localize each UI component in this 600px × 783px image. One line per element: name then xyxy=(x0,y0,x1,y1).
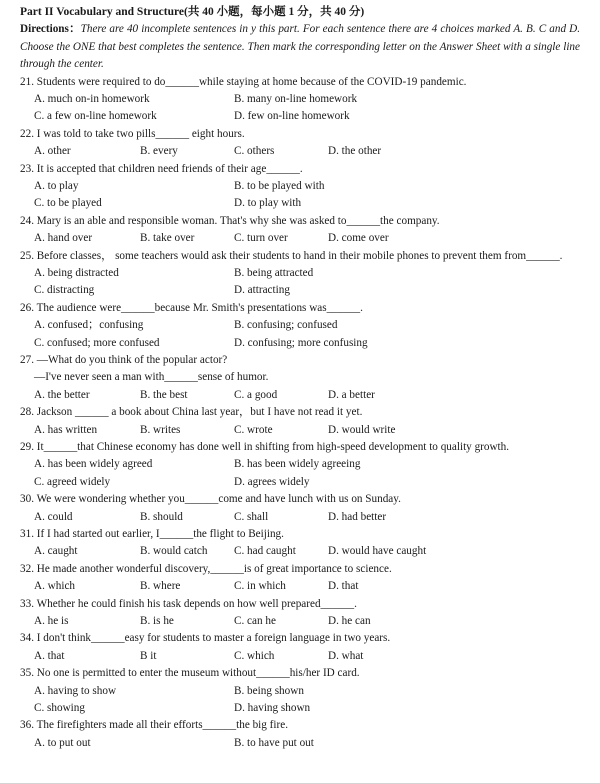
option[interactable]: B. many on-line homework xyxy=(234,93,358,106)
option-row xyxy=(20,683,580,700)
option-row xyxy=(20,648,580,665)
option[interactable]: D. would have caught xyxy=(328,545,427,558)
question-stem: 23. It is accepted that children need friends of their age______. xyxy=(20,162,303,175)
question-stem: 27. —What do you think of the popular actor? xyxy=(20,353,228,366)
option-row xyxy=(20,230,580,247)
option-row xyxy=(20,509,580,526)
option[interactable]: B. to be played with xyxy=(234,180,325,193)
option[interactable]: A. which xyxy=(34,580,76,593)
option[interactable]: B. to have put out xyxy=(234,736,314,749)
question-stem-reply: —I've never seen a man with______sense of humor. xyxy=(34,371,269,384)
section-heading: Part II Vocabulary and Structure(共 40 小题，每小题 1 分，共 40 分) xyxy=(20,6,365,18)
question-stem: 25. Before classes， some teachers would ask their students to hand in their mobile phones to prevent them from______. xyxy=(20,249,563,262)
option[interactable]: A. confused；confusing xyxy=(34,319,144,332)
option[interactable]: B. being shown xyxy=(234,684,304,697)
option-row xyxy=(20,474,580,491)
question-stem: 32. He made another wonderful discovery,______is of great importance to science. xyxy=(20,562,392,575)
option-row xyxy=(20,387,580,404)
option[interactable]: C. shall xyxy=(234,510,269,523)
question-stem: 36. The firefighters made all their efforts______the big fire. xyxy=(20,719,289,732)
option-row xyxy=(20,317,580,334)
option[interactable]: C. confused; more confused xyxy=(34,336,160,349)
directions-text: There are 40 incomplete sentences in y this part. For each sentence there are 4 choices marked A. B. C and D. Choose the ONE that best completes the sentence. Then mark the corresponding letter on the Answer Sheet with a single line through the center. xyxy=(20,23,580,71)
option[interactable]: A. to put out xyxy=(34,736,91,749)
option[interactable]: A. caught xyxy=(34,545,78,558)
option[interactable]: A. has been widely agreed xyxy=(34,458,153,471)
option-row xyxy=(20,195,580,212)
option[interactable]: D. the other xyxy=(328,145,382,158)
question-stem: 31. If I had started out earlier, I______the flight to Beijing. xyxy=(20,527,284,540)
option[interactable]: C. to be played xyxy=(34,197,102,210)
option[interactable]: B. every xyxy=(140,145,178,158)
question-stem: 30. We were wondering whether you______come and have lunch with us on Sunday. xyxy=(20,493,401,506)
option[interactable]: D. would write xyxy=(328,423,396,436)
option[interactable]: C. can he xyxy=(234,614,276,627)
option[interactable]: A. that xyxy=(34,649,65,662)
option-row xyxy=(20,91,580,108)
option-row xyxy=(20,178,580,195)
option-row xyxy=(20,265,580,282)
option-row xyxy=(20,543,580,560)
question-stem: 21. Students were required to do______while staying at home because of the COVID-19 pandemic. xyxy=(20,75,467,88)
option[interactable]: A. to play xyxy=(34,180,79,193)
option[interactable]: B. where xyxy=(140,580,181,593)
option[interactable]: B it xyxy=(140,649,157,662)
option-row xyxy=(20,108,580,125)
option[interactable]: C. showing xyxy=(34,701,85,714)
option-row xyxy=(20,700,580,717)
option[interactable]: D. to play with xyxy=(234,197,302,210)
question-stem: 22. I was told to take two pills______ eight hours. xyxy=(20,127,245,140)
option[interactable]: D. a better xyxy=(328,388,375,401)
option[interactable]: A. the better xyxy=(34,388,90,401)
option-row xyxy=(20,735,580,752)
option[interactable]: A. other xyxy=(34,145,71,158)
question-stem: 26. The audience were______because Mr. Smith's presentations was______. xyxy=(20,301,363,314)
option[interactable]: B. being attracted xyxy=(234,267,314,279)
option[interactable]: B. should xyxy=(140,510,183,523)
option-row xyxy=(20,613,580,630)
option[interactable]: B. has been widely agreeing xyxy=(234,458,361,471)
option[interactable]: D. that xyxy=(328,580,359,593)
option[interactable]: D. what xyxy=(328,649,364,662)
question-stem: 33. Whether he could finish his task depends on how well prepared______. xyxy=(20,597,357,610)
option[interactable]: C. had caught xyxy=(234,545,296,558)
option[interactable]: C. a good xyxy=(234,388,278,401)
option[interactable]: C. agreed widely xyxy=(34,475,111,488)
option[interactable]: A. being distracted xyxy=(34,267,119,279)
option-row xyxy=(20,456,580,473)
option-row xyxy=(20,578,580,595)
question-stem: 28. Jackson ______ a book about China last year，but I have not read it yet. xyxy=(20,406,363,419)
option[interactable]: D. confusing; more confusing xyxy=(234,336,368,349)
option-row xyxy=(20,143,580,160)
option[interactable]: A. could xyxy=(34,510,73,523)
option-row xyxy=(20,282,580,299)
option[interactable]: C. in which xyxy=(234,580,286,593)
option-row xyxy=(20,335,580,352)
option[interactable]: C. a few on-line homework xyxy=(34,110,157,123)
option[interactable]: B. the best xyxy=(140,388,188,401)
option[interactable]: A. has written xyxy=(34,423,98,436)
option[interactable]: C. distracting xyxy=(34,284,95,297)
question-stem: 29. It______that Chinese economy has done well in shifting from high-speed development to quality growth. xyxy=(20,440,510,453)
option[interactable]: A. having to show xyxy=(34,684,117,697)
option-row xyxy=(20,422,580,439)
option[interactable]: D. attracting xyxy=(234,284,290,297)
question-stem: 24. Mary is an able and responsible woman. That's why she was asked to______the company. xyxy=(20,214,440,227)
option[interactable]: B. would catch xyxy=(140,545,208,558)
option[interactable]: A. hand over xyxy=(34,232,93,245)
option[interactable]: C. which xyxy=(234,649,275,662)
option[interactable]: D. agrees widely xyxy=(234,475,310,488)
option[interactable]: D. had better xyxy=(328,510,387,523)
option[interactable]: B. is he xyxy=(140,614,174,627)
option[interactable]: C. others xyxy=(234,145,275,158)
option[interactable]: C. turn over xyxy=(234,232,288,245)
option[interactable]: A. he is xyxy=(34,614,69,627)
directions-label: Directions： xyxy=(20,23,81,36)
option[interactable]: D. having shown xyxy=(234,701,311,714)
option[interactable]: D. few on-line homework xyxy=(234,110,350,123)
option[interactable]: D. come over xyxy=(328,232,389,245)
option[interactable]: C. wrote xyxy=(234,423,273,436)
question-stem: 34. I don't think______easy for students to master a foreign language in two years. xyxy=(20,632,391,645)
option[interactable]: A. much on-in homework xyxy=(34,93,150,106)
option[interactable]: B. confusing; confused xyxy=(234,319,338,332)
option[interactable]: B. writes xyxy=(140,423,181,436)
option[interactable]: D. he can xyxy=(328,614,371,627)
question-stem: 35. No one is permitted to enter the museum without______his/her ID card. xyxy=(20,667,360,680)
directions xyxy=(20,21,580,73)
option[interactable]: B. take over xyxy=(140,232,195,245)
